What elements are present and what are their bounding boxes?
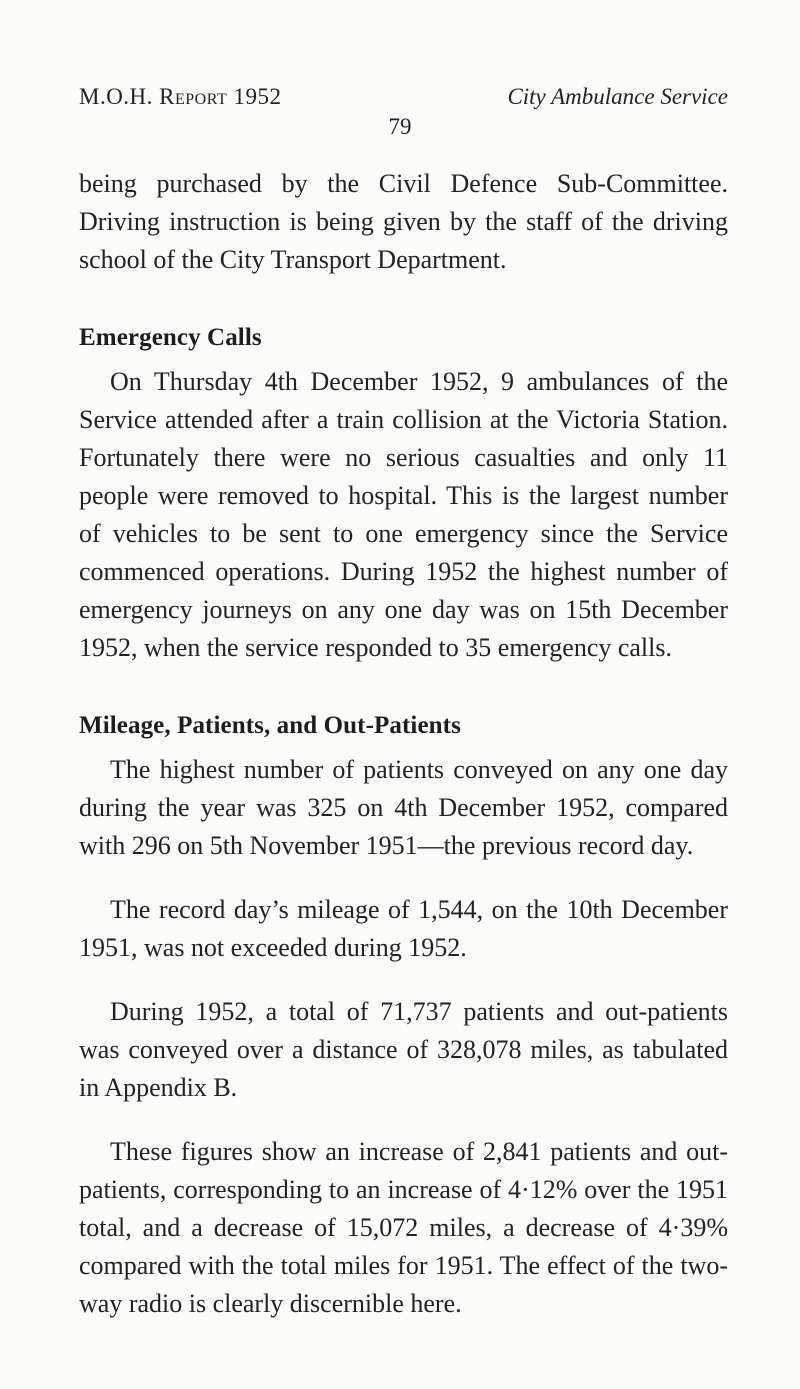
service-title: City Ambulance Service: [507, 84, 728, 109]
annual-total-paragraph: During 1952, a total of 71,737 patients and out-patients was conveyed over a distance of 328,078 miles, as tabulated in Appendix B.: [79, 997, 728, 1102]
document-content: [79, 165, 728, 1323]
mileage-record-paragraph: The record day’s mileage of 1,544, on the 10th December 1951, was not exceeded during 1952.: [79, 895, 728, 962]
intro-paragraph: being purchased by the Civil Defence Sub-Committee. Driving instruction is being given by the staff of the driving school of the City Transport Department.: [79, 169, 728, 274]
report-title: M.O.H. Report 1952: [79, 84, 282, 109]
comparison-paragraph: These figures show an increase of 2,841 patients and out-patients, corresponding to an increase of 4·12% over the 1951 total, and a decrease of 15,072 miles, a decrease of 4·39% compared with the total miles for 1951. The effect of the two-way radio is clearly discernible here.: [79, 1137, 728, 1318]
emergency-calls-heading: Emergency Calls: [79, 324, 262, 351]
emergency-calls-paragraph: On Thursday 4th December 1952, 9 ambulances of the Service attended after a train collision at the Victoria Station. Fortunately there were no serious casualties and only 11 people were removed to hospital. This is the largest number of vehicles to be sent to one emergency since the Service commenced operations. During 1952 the highest number of emergency journeys on any one day was on 15th December 1952, when the service responded to 35 emergency calls.: [79, 367, 728, 662]
page-number: 79: [388, 114, 412, 139]
mileage-patients-heading: Mileage, Patients, and Out-Patients: [79, 712, 461, 739]
patients-record-paragraph: The highest number of patients conveyed on any one day during the year was 325 on 4th December 1952, compared with 296 on 5th November 1951—the previous record day.: [79, 755, 728, 860]
page-header: [79, 84, 728, 116]
